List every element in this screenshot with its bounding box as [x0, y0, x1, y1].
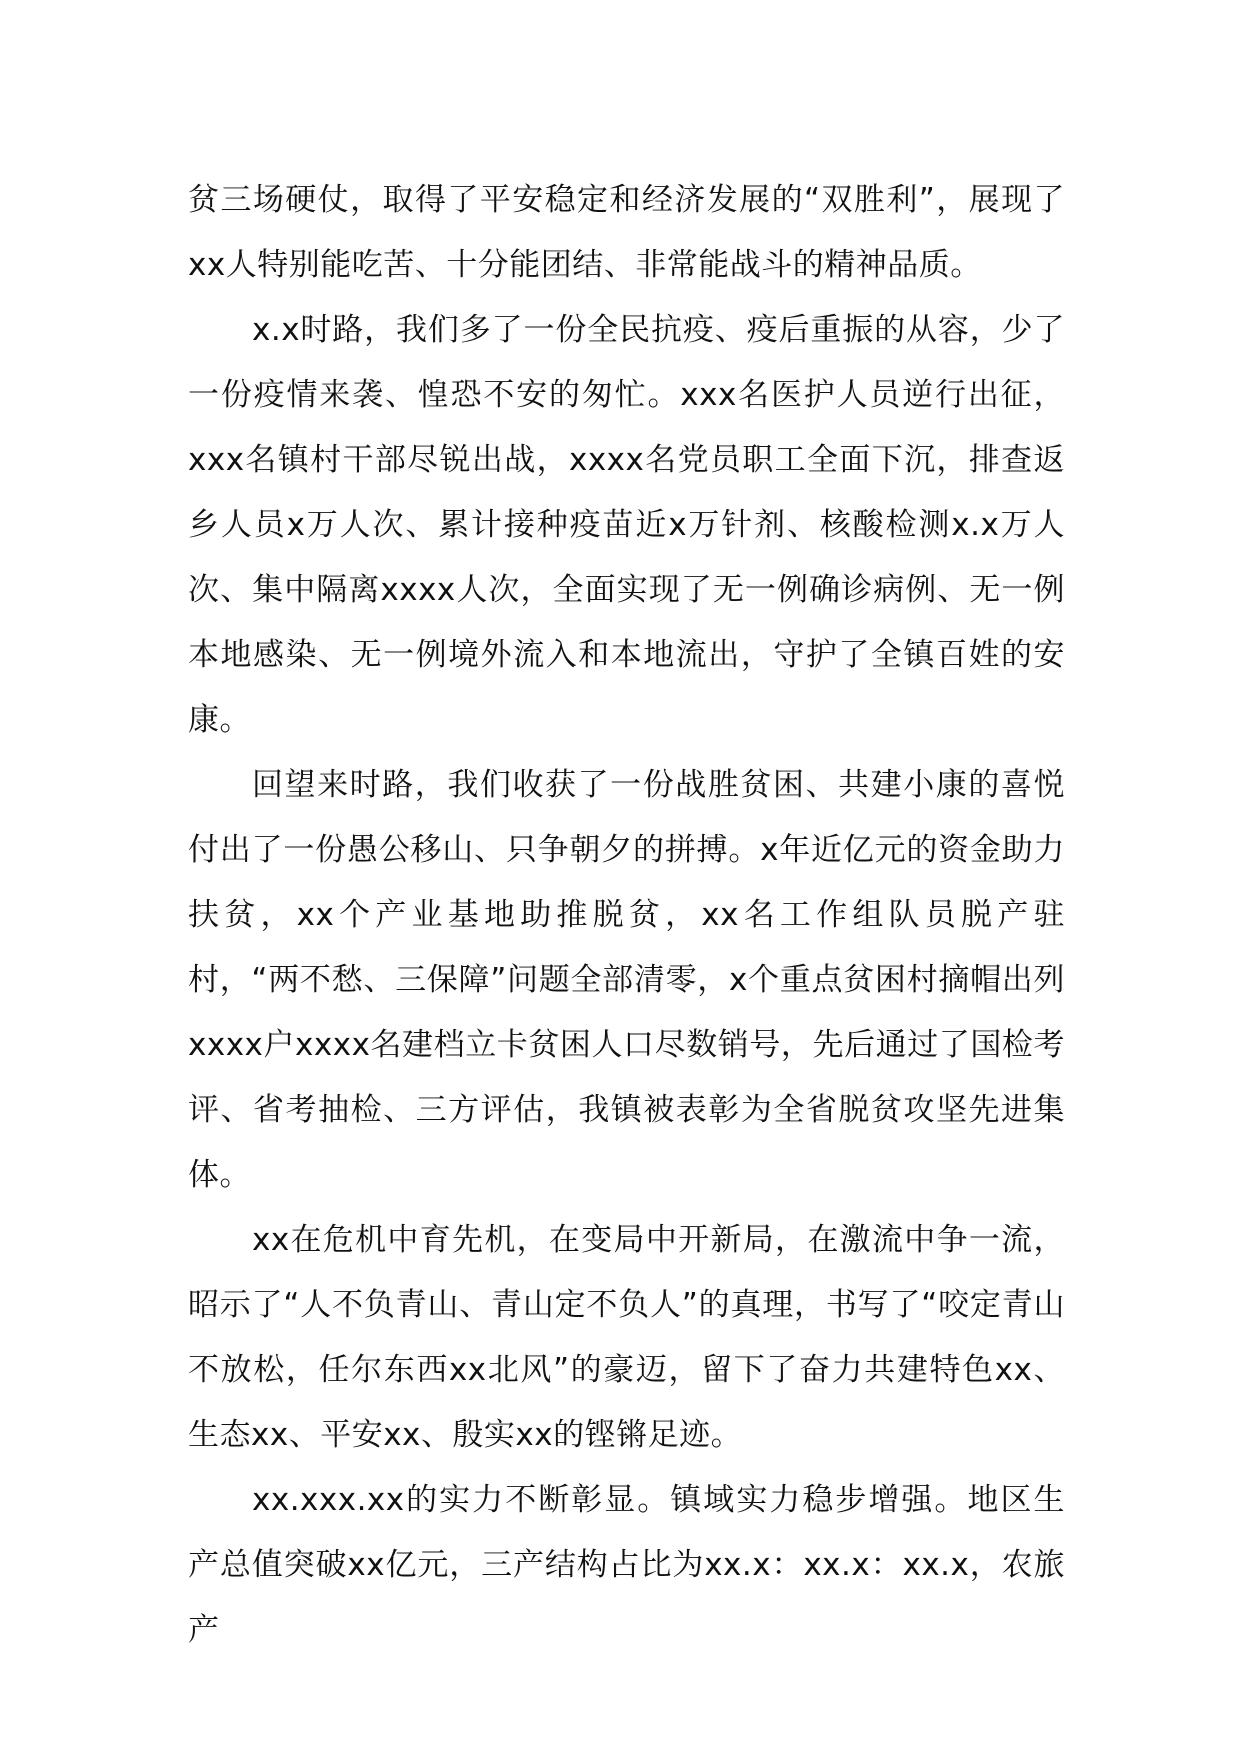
paragraph-5: xx.xxx.xx的实力不断彰显。镇域实力稳步增强。地区生产总值突破xx亿元，三产结构占比为xx.x：xx.x：xx.x，农旅产 [188, 1482, 1065, 1648]
paragraph-1: 贫三场硬仗，取得了平安稳定和经济发展的“双胜利”，展现了xx人特别能吃苦、十分能团结、非常能战斗的精神品质。 [188, 182, 1065, 283]
paragraph-4: xx在危机中育先机，在变局中开新局，在激流中争一流，昭示了“人不负青山、青山定不负人”的真理，书写了“咬定青山不放松，任尔东西xx北风”的豪迈，留下了奋力共建特色xx、生态xx、平安xx、殷实xx的铿锵足迹。 [188, 1222, 1065, 1453]
paragraph-2: x.x时路，我们多了一份全民抗疫、疫后重振的从容，少了一份疫情来袭、惶恐不安的匆忙。xxx名医护人员逆行出征，xxx名镇村干部尽锐出战，xxxx名党员职工全面下沉，排查返乡人员x万人次、累计接种疫苗近x万针剂、核酸检测x.x万人次、集中隔离xxxx人次，全面实现了无一例确诊病例、无一例本地感染、无一例境外流入和本地流出，守护了全镇百姓的安康。 [188, 312, 1065, 738]
paragraph-3: 回望来时路，我们收获了一份战胜贫困、共建小康的喜悦付出了一份愚公移山、只争朝夕的拼搏。x年近亿元的资金助力扶贫，xx个产业基地助推脱贫，xx名工作组队员脱产驻村，“两不愁、三保障”问题全部清零，x个重点贫困村摘帽出列xxxx户xxxx名建档立卡贫困人口尽数销号，先后通过了国检考评、省考抽检、三方评估，我镇被表彰为全省脱贫攻坚先进集体。 [188, 767, 1065, 1193]
document-body [188, 168, 1065, 1663]
